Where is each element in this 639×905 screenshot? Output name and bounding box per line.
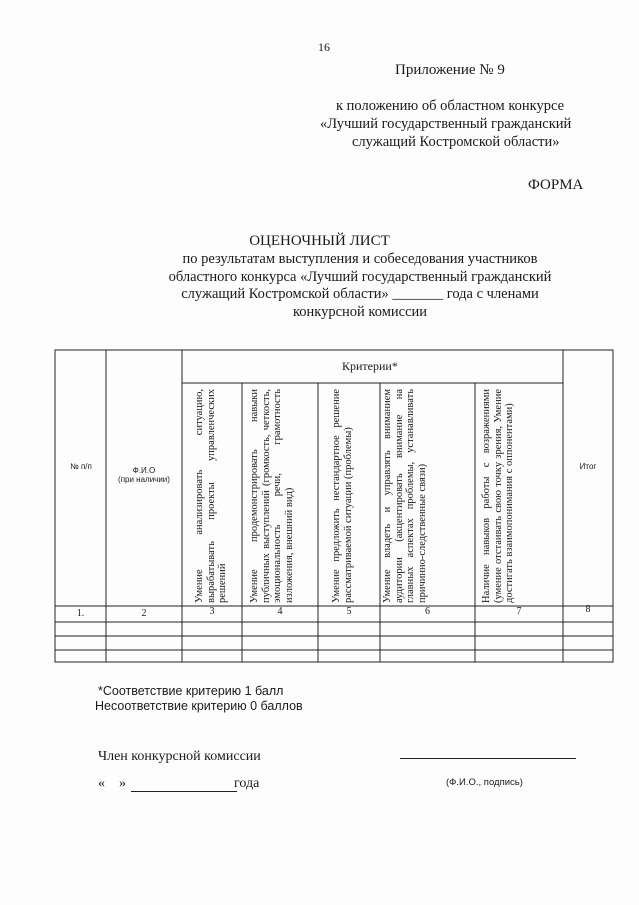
column-header-fio — [108, 466, 180, 484]
column-number-3: 3 — [209, 606, 215, 617]
column-number-1: 1. — [76, 608, 85, 619]
signature-caption: (Ф.И.О., подпись) — [446, 777, 523, 788]
page-number: 16 — [318, 40, 330, 54]
column-header-fio-note: (при наличии) — [118, 475, 170, 484]
column-number-5: 5 — [346, 606, 352, 617]
column-header-total: Итог — [579, 462, 597, 471]
criteria-header: Критерии* — [342, 359, 398, 373]
column-number-6: 6 — [425, 606, 430, 617]
sheet-subtitle: по результатам выступления и собеседования участников областного конкурса «Лучший государственный гражданский служащий Костромской области» _______ года с членами конкурсной комиссии — [168, 251, 552, 320]
column-number-7: 7 — [516, 606, 522, 617]
reference-line-2: «Лучший государственный гражданский — [320, 116, 572, 132]
sheet-title: ОЦЕНОЧНЫЙ ЛИСТ — [249, 233, 390, 249]
column-number-8: 8 — [585, 604, 591, 615]
column-header-number: № п/п — [70, 462, 92, 471]
date-prefix: « » — [98, 776, 126, 791]
criterion-5-header: Наличие навыков работы с возражениями (умение отстаивать свою точку зрения, Умение достигать взаимопонимания с оппонентами) — [481, 389, 515, 603]
footnote-line-1: *Соответствие критерию 1 балл — [98, 684, 284, 698]
commission-member-label: Член конкурсной комиссии — [98, 749, 261, 764]
appendix-heading: Приложение № 9 — [395, 62, 505, 78]
criterion-1-header: Умение анализировать ситуацию, вырабатывать проекты управленческих решений — [194, 389, 228, 603]
signature-line — [400, 758, 576, 759]
form-label: ФОРМА — [528, 177, 584, 193]
criterion-2-header: Умение продемонстрировать навыки публичных выступлений (громкость, четкость, эмоциональность речи, грамотность изложения, внешний вид) — [249, 389, 295, 603]
column-number-2: 2 — [141, 608, 147, 619]
date-line — [131, 791, 237, 792]
date-field — [98, 776, 259, 792]
column-number-4: 4 — [277, 606, 283, 617]
criterion-4-header: Умение владеть и управлять вниманием аудитории (акцентировать внимание на главных аспектах проблемы, устанавливать причинно-следственные связи) — [382, 389, 428, 603]
criterion-3-header: Умение предложить нестандартное решение рассматриваемой ситуации (проблемы) — [331, 389, 354, 603]
reference-line-1: к положению об областном конкурсе — [336, 98, 565, 114]
date-suffix: года — [234, 776, 260, 791]
reference-line-3: служащий Костромской области» — [352, 134, 560, 150]
footnote-line-2: Несоответствие критерию 0 баллов — [95, 699, 303, 713]
column-header-fio-name: Ф.И.О — [132, 466, 156, 475]
